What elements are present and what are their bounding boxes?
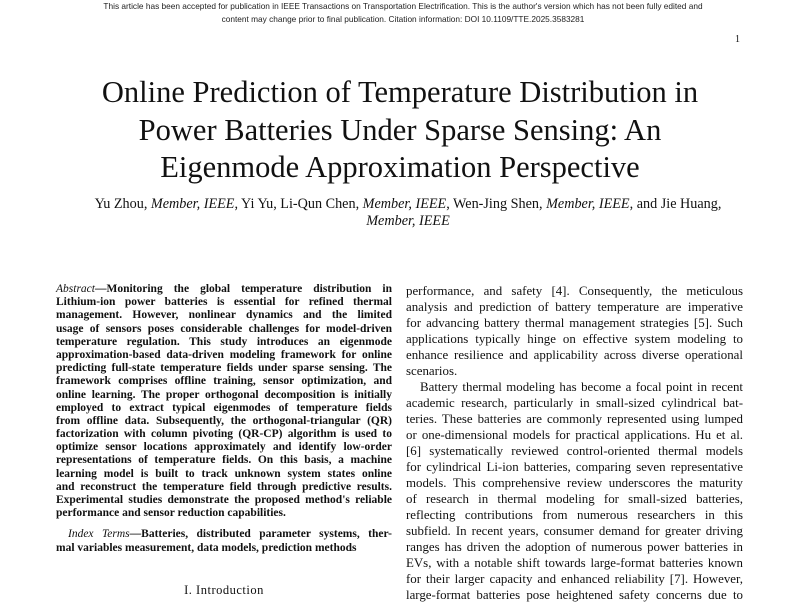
abstract-line — [56, 468, 392, 481]
abstract-text: —Monitoring the global temperature distribution in — [94, 283, 392, 295]
abstract-line — [56, 349, 392, 362]
index-terms-line — [56, 542, 392, 555]
abstract-text: approximation-based data-driven modeling framework for online — [56, 348, 392, 361]
text-line: analysis and prediction of battery temperature are imperative — [406, 300, 743, 314]
abstract-line — [56, 375, 392, 388]
text-line: large-format batteries pose heightened safety concerns due to — [406, 588, 743, 602]
abstract-line — [56, 428, 392, 441]
abstract-line — [56, 454, 392, 467]
page-number: 1 — [735, 34, 740, 45]
paper-title — [40, 74, 760, 187]
text-line: performance, and safety [4]. Consequently, the meticulous — [406, 284, 743, 298]
abstract-text: management. However, nonlinear dynamics and the limited — [56, 309, 392, 322]
author-membership: Member, IEEE — [362, 196, 447, 212]
index-terms-label: Index Terms — [68, 528, 130, 541]
abstract-text: predicting full-state temperature fields under sparse sensing. The — [56, 362, 392, 375]
abstract-line — [56, 323, 392, 336]
text-line: enhance resilience and applicability across diverse operational — [406, 348, 743, 362]
text-line: EVs, with a notable shift towards large-format batteries known — [406, 556, 743, 570]
abstract-text: and reconstruct the temperature field through predictive results. — [56, 480, 392, 493]
text-line: applications typically hinge on effective system modeling to — [406, 332, 743, 346]
title-line: Eigenmode Approximation Perspective — [160, 150, 640, 184]
text-line: teries. These batteries are commonly represented using lumped — [406, 412, 743, 426]
author-list — [40, 196, 776, 230]
right-column — [406, 283, 743, 603]
abstract-text: Lithium-ion power batteries is essential for refined thermal — [56, 296, 392, 309]
paragraph — [406, 283, 743, 379]
text-line: scenarios. — [406, 364, 458, 378]
index-terms — [56, 528, 392, 554]
abstract-text: factorization with column pivoting (QR-CP) algorithm is used to — [56, 428, 392, 441]
text-line: for advancing battery thermal management strategies [5]. Such — [406, 316, 743, 330]
author-name: Yu Zhou, — [94, 196, 151, 212]
notice-line-2: content may change prior to final publication. Citation information: DOI 10.1109/TTE.2025.3583281 — [221, 14, 585, 24]
abstract-line — [56, 402, 392, 415]
text-line: academic research, particularly in small-sized cylindrical bat- — [406, 396, 743, 410]
abstract — [56, 283, 392, 520]
abstract-line — [56, 415, 392, 428]
section-heading-introduction: I. Introduction — [184, 583, 264, 597]
text-line: subfield. In recent years, consumer demand for greater driving — [406, 524, 743, 538]
abstract-text: temperature regulation. This study introduces an eigenmode — [56, 335, 392, 348]
author-membership: Member, IEEE — [366, 213, 450, 229]
abstract-text: usage of sensors poses considerable challenges for model-driven — [56, 322, 392, 335]
abstract-text: employed to extract typical eigenmodes of temperature fields — [56, 401, 392, 414]
author-membership: Member, IEEE — [546, 196, 630, 212]
abstract-line — [56, 283, 392, 296]
abstract-text: from offline data. Subsequently, the orthogonal-triangular (QR) — [56, 414, 392, 427]
text-line: for their larger capacity and enhanced reliability [7]. However, — [406, 572, 743, 586]
author-line-1 — [40, 196, 776, 213]
left-column — [56, 283, 392, 555]
abstract-line — [56, 336, 392, 349]
text-line: ranges has driven the adoption of numerous power batteries in — [406, 540, 743, 554]
author-name: , Yi Yu, Li-Qun Chen, — [234, 196, 363, 212]
abstract-line — [56, 389, 392, 402]
notice-line-1: This article has been accepted for publication in IEEE Transactions on Transportation Electrification. This is the author's version which has not been fully edited and — [103, 1, 703, 11]
title-line: Online Prediction of Temperature Distribution in — [101, 75, 699, 109]
abstract-text: online learning. The proper orthogonal decomposition is initially — [56, 388, 392, 401]
gap — [56, 520, 392, 528]
abstract-line — [56, 494, 392, 507]
abstract-text: framework comprises offline training, sensor optimization, and — [56, 375, 392, 388]
index-terms-line — [56, 528, 392, 541]
text-line: of research in thermal modeling for small-sized batteries, — [406, 492, 743, 506]
author-name: , Wen-Jing Shen, — [446, 196, 547, 212]
text-line: reflecting contributions from numerous researchers in this — [406, 508, 743, 522]
title-line: Power Batteries Under Sparse Sensing: An — [138, 112, 662, 147]
index-terms-text: mal variables measurement, data models, prediction methods — [56, 541, 357, 554]
abstract-text: learning model is built to track unknown system states online — [56, 467, 392, 480]
abstract-label: Abstract — [56, 283, 95, 295]
abstract-text: optimize sensor locations approximately and identify low-order — [56, 441, 392, 454]
index-terms-text: —Batteries, distributed parameter systems, ther- — [129, 528, 392, 541]
text-line: Battery thermal modeling has become a focal point in recent — [420, 380, 743, 394]
paragraph — [406, 379, 743, 603]
author-name: , and Jie Huang, — [629, 196, 722, 212]
text-line: for cylindrical Li-ion batteries, comparing seven representative — [406, 460, 743, 474]
abstract-line — [56, 441, 392, 454]
abstract-text: Experimental studies demonstrate the proposed method's reliable — [56, 494, 392, 506]
author-membership: Member, IEEE — [150, 196, 235, 212]
author-line-2 — [40, 213, 776, 230]
abstract-text: representations of temperature fields. On this basis, a machine — [56, 454, 392, 467]
text-line: or one-dimensional models for practical applications. Hu et al. — [406, 428, 743, 442]
abstract-text: performance and sensor reduction capabilities. — [56, 507, 286, 520]
abstract-line — [56, 507, 392, 520]
abstract-line — [56, 309, 392, 322]
abstract-line — [56, 481, 392, 494]
abstract-line — [56, 296, 392, 309]
text-line: [6] systematically reviewed control-oriented thermal models — [406, 444, 743, 458]
text-line: models. This comprehensive review underscores the maturity — [406, 476, 743, 490]
abstract-line — [56, 362, 392, 375]
publication-notice — [0, 0, 806, 26]
